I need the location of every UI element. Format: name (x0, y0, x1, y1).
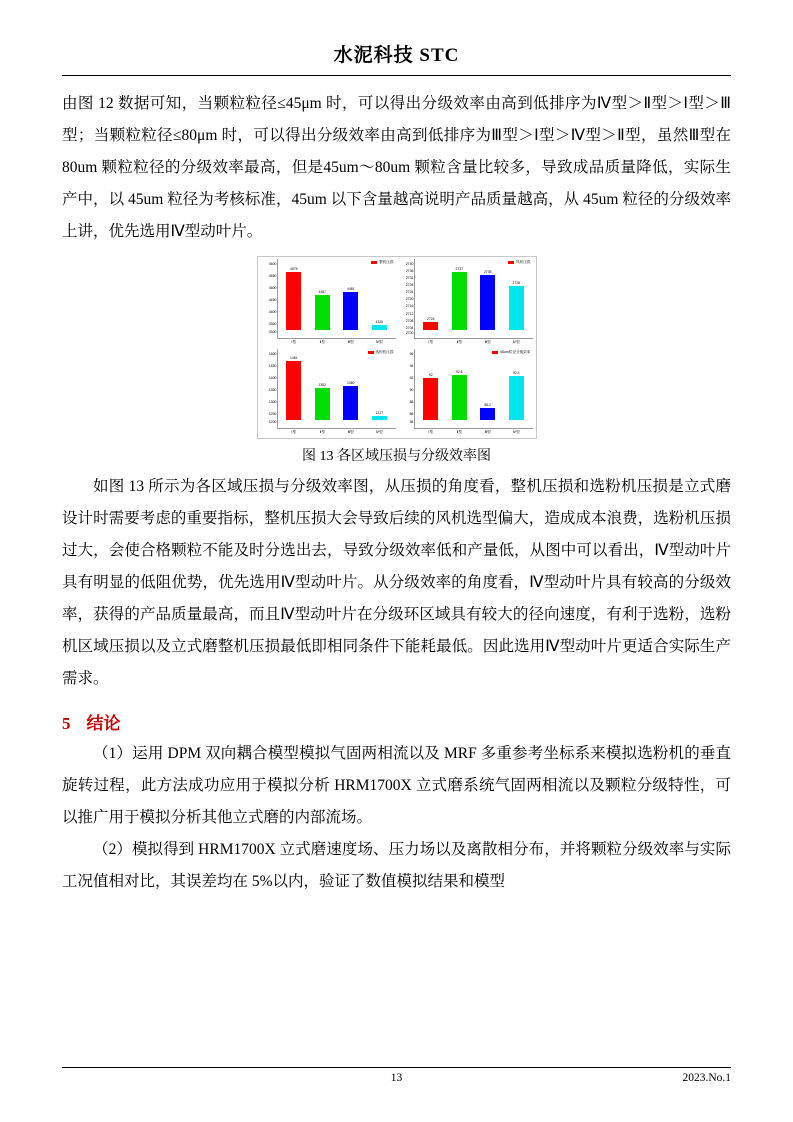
chart-container (257, 256, 537, 439)
x-axis-0 (280, 340, 394, 345)
journal-header-title: 水泥科技 STC (333, 45, 460, 66)
xtick: Ⅳ型 (512, 430, 520, 434)
footer-divider (62, 1067, 731, 1068)
x-axis-3 (417, 430, 531, 435)
paragraph-2: 如图 13 所示为各区域压损与分级效率图，从压损的角度看，整机压损和选粉机压损是立式磨设计时需要考虑的重要指标，整机压损大会导致后续的风机选型偏大，造成成本浪费，选粉机压损过大，会使合格颗粒不能及时分选出去，导致分级效率低和产量低，从图中可以看出，Ⅳ型动叶片具有明显的低阻优势，优先选用Ⅳ型动叶片。从分级效率的角度看，Ⅳ型动叶片具有较高的分级效率，获得的产品质量最高，而且Ⅳ型动叶片在分级环区域具有较大的径向速度，有利于选粉，选粉机区域压损以及立式磨整机压损最低即相同条件下能耗最低。因此选用Ⅳ型动叶片更适合实际生产需求。 (62, 478, 731, 687)
paragraph-3: （1）运用 DPM 双向耦合模型模拟气固两相流以及 MRF 多重参考坐标系来模拟选粉机的垂直旋转过程，此方法成功应用于模拟分析 HRM1700X 立式磨系统气固两相流以及颗粒分级特性，可以推广用于模拟分析其他立式磨的内部流场。 (62, 745, 731, 826)
bar-value: 2735 (483, 270, 492, 275)
ytick: 2704 (405, 325, 414, 330)
bar-value: 4325 (375, 319, 384, 324)
bar-0-3 (372, 319, 387, 330)
plot-area-0 (280, 267, 394, 330)
ytick: 2708 (405, 318, 414, 323)
xtick: Ⅲ型 (484, 430, 491, 434)
bar-column (509, 357, 524, 420)
ytick: 1350 (268, 387, 277, 392)
bar-2-3 (372, 411, 387, 420)
bar-value: 1217 (375, 411, 384, 416)
ytick: 4400 (268, 309, 277, 314)
xtick: Ⅰ型 (428, 340, 434, 344)
chart-cell-separator-pressure-loss (261, 349, 396, 437)
legend-swatch-icon (371, 261, 377, 264)
bar-value: 4575 (289, 267, 298, 272)
mini-chart-0 (268, 259, 396, 344)
xtick: Ⅳ型 (375, 430, 383, 434)
ytick: 88 (409, 399, 414, 404)
bar-value: 92 (428, 372, 433, 377)
xtick: Ⅱ型 (456, 340, 462, 344)
ytick: 4300 (268, 329, 277, 334)
ytick: 4600 (268, 262, 277, 267)
y-axis-1 (400, 259, 414, 338)
ytick: 84 (409, 419, 414, 424)
chart-cell-fan-pressure-loss (398, 259, 533, 347)
ytick: 4350 (268, 321, 277, 326)
mini-chart-3 (409, 349, 533, 434)
xtick: Ⅱ型 (319, 340, 325, 344)
page-number: 13 (390, 1072, 403, 1084)
legend-label-2: 选粉机压损 (375, 350, 394, 354)
legend-label-3: 45um粒径分级效率 (499, 350, 531, 354)
bar-1-3 (509, 280, 524, 330)
bar-1-1 (452, 267, 467, 330)
ytick: 92 (409, 375, 414, 380)
xtick: Ⅰ型 (291, 430, 297, 434)
bar-1-0 (423, 317, 438, 330)
y-axis-2 (263, 349, 277, 428)
bar-2-0 (286, 355, 301, 420)
bar-3-3 (509, 370, 524, 420)
figure-13 (62, 256, 731, 465)
legend-swatch-icon (368, 351, 374, 354)
bar-value: 86.2 (484, 403, 492, 408)
chart-legend-1 (508, 260, 530, 265)
bar-column (452, 267, 467, 330)
ytick: 2732 (405, 275, 414, 280)
legend-swatch-icon (492, 351, 498, 354)
x-axis-2 (280, 430, 394, 435)
mini-chart-2 (268, 349, 396, 434)
ytick: 1250 (268, 411, 277, 416)
bar-value: 2724 (426, 317, 435, 322)
ytick: 96 (409, 352, 414, 357)
bar-column (315, 267, 330, 330)
chart-legend-0 (371, 260, 393, 265)
bar-column (372, 357, 387, 420)
xtick: Ⅱ型 (456, 430, 462, 434)
ytick: 2736 (405, 268, 414, 273)
xtick: Ⅲ型 (484, 340, 491, 344)
chart-legend-3 (492, 350, 531, 355)
ytick: 4500 (268, 285, 277, 290)
ytick: 2700 (405, 331, 414, 336)
ytick: 2740 (405, 262, 414, 267)
bar-value: 4481 (346, 287, 355, 292)
bar-column (423, 267, 438, 330)
xtick: Ⅰ型 (428, 430, 434, 434)
xtick: Ⅲ型 (347, 340, 354, 344)
chart-cell-total-pressure-loss (261, 259, 396, 347)
plot-area-2 (280, 357, 394, 420)
bar-column (286, 267, 301, 330)
bar-column (452, 357, 467, 420)
figure-caption: 图 13 各区域压损与分级效率图 (302, 449, 491, 464)
paragraph-4: （2）模拟得到 HRM1700X 立式磨速度场、压力场以及离散相分布，并将颗粒分级效率与实际工况值相对比，其误差均在 5%以内，验证了数值模拟结果和模型 (62, 841, 731, 890)
bar-0-1 (315, 289, 330, 330)
plot-area-3 (417, 357, 531, 420)
bar-value: 1352 (318, 383, 327, 388)
chart-cell-classification-efficiency (398, 349, 533, 437)
ytick: 2724 (405, 290, 414, 295)
footer-row (62, 1072, 731, 1088)
xtick: Ⅰ型 (291, 340, 297, 344)
bar-0-0 (286, 267, 301, 330)
bar-column (286, 357, 301, 420)
ytick: 86 (409, 411, 414, 416)
legend-label-0: 整机压损 (379, 260, 394, 264)
bar-value: 1360 (346, 381, 355, 386)
bar-2-2 (343, 381, 358, 420)
ytick: 1300 (268, 399, 277, 404)
bar-value: 2728 (512, 280, 521, 285)
bar-0-2 (343, 287, 358, 330)
bar-2-1 (315, 383, 330, 420)
issue-label: 2023.No.1 (682, 1072, 731, 1084)
ytick: 1500 (268, 352, 277, 357)
paragraph-1: 由图 12 数据可知，当颗粒粒径≤45μm 时，可以得出分级效率由高到低排序为Ⅳ型＞Ⅱ型＞Ⅰ型＞Ⅲ型；当颗粒粒径≤80μm 时，可以得出分级效率由高到低排序为Ⅲ型＞Ⅰ型＞Ⅳ型＞Ⅱ型，虽然Ⅲ型在 80um 颗粒粒径的分级效率最高，但是45um～80um 颗粒含量比较多，导致成品质量降低，实际生产中，以 45um 粒径为考核标准，45um 以下含量越高说明产品质量越高，从 45um 粒径的分级效率上讲，优先选用Ⅳ型动叶片。 (62, 95, 731, 240)
bar-column (480, 267, 495, 330)
y-axis-0 (263, 259, 277, 338)
bar-3-1 (452, 369, 467, 420)
bar-3-2 (480, 403, 495, 420)
bar-1-2 (480, 270, 495, 330)
bar-column (315, 357, 330, 420)
chart-legend-2 (368, 350, 394, 355)
header-divider (62, 75, 731, 76)
chart-grid (261, 259, 533, 437)
ytick: 1200 (268, 419, 277, 424)
xtick: Ⅲ型 (347, 430, 354, 434)
bar-3-0 (423, 372, 438, 420)
section-title: 结论 (86, 714, 121, 733)
ytick: 94 (409, 364, 414, 369)
legend-swatch-icon (508, 261, 514, 264)
ytick: 2728 (405, 283, 414, 288)
page-content (62, 40, 731, 898)
legend-label-1: 风机压损 (516, 260, 531, 264)
bar-value: 92.6 (455, 369, 463, 374)
bar-value: 4467 (318, 289, 327, 294)
section-heading (62, 709, 731, 734)
bar-column (343, 357, 358, 420)
plot-area-1 (417, 267, 531, 330)
ytick: 1450 (268, 364, 277, 369)
bar-column (423, 357, 438, 420)
xtick: Ⅳ型 (512, 340, 520, 344)
page-footer (62, 1067, 731, 1088)
x-axis-1 (417, 340, 531, 345)
mini-chart-1 (405, 259, 533, 344)
ytick: 2720 (405, 297, 414, 302)
bar-column (372, 267, 387, 330)
xtick: Ⅱ型 (319, 430, 325, 434)
xtick: Ⅳ型 (375, 340, 383, 344)
section-number: 5 (62, 714, 71, 733)
ytick: 90 (409, 387, 414, 392)
ytick: 2712 (405, 311, 414, 316)
bar-value: 1481 (289, 355, 298, 360)
ytick: 1400 (268, 375, 277, 380)
bar-value: 92.4 (512, 370, 520, 375)
ytick: 4450 (268, 297, 277, 302)
bar-value: 2737 (455, 267, 464, 272)
bar-column (343, 267, 358, 330)
ytick: 4550 (268, 274, 277, 279)
bar-column (480, 357, 495, 420)
bar-column (509, 267, 524, 330)
ytick: 2716 (405, 304, 414, 309)
y-axis-3 (400, 349, 414, 428)
